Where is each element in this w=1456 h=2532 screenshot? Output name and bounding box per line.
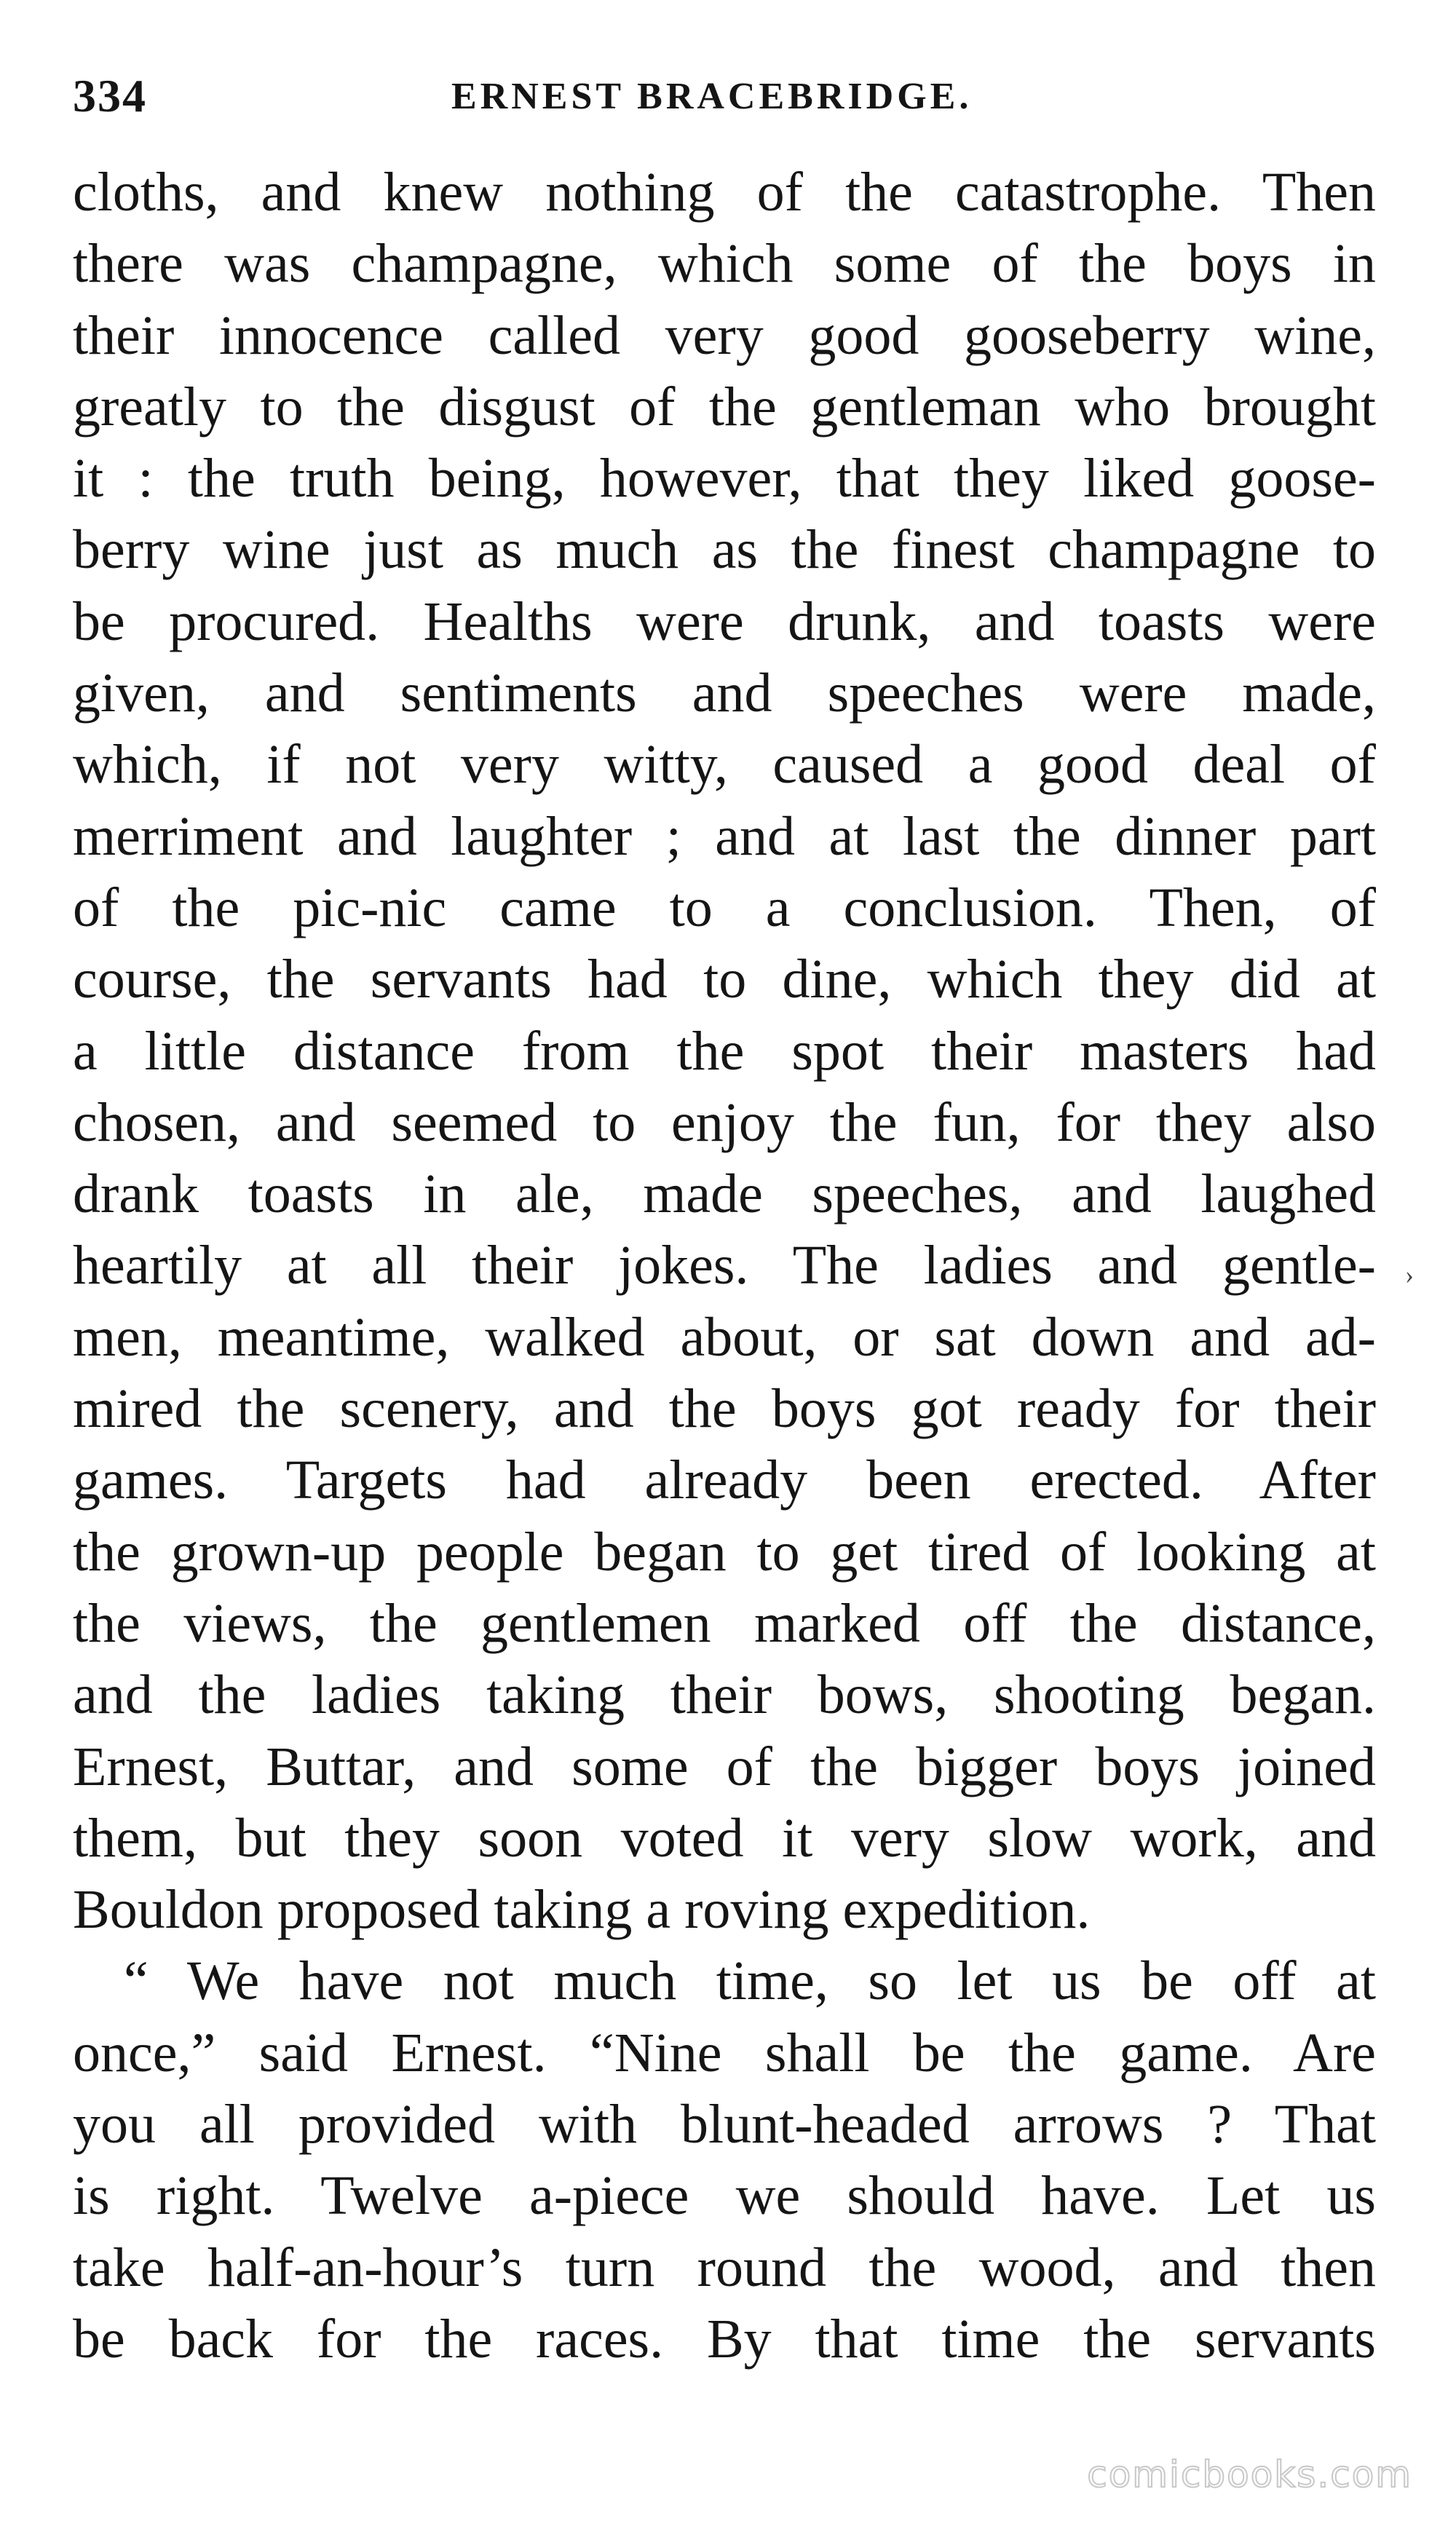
- text-line: drank toasts in ale, made speeches, and laughed: [73, 1163, 1376, 1225]
- text-line: berry wine just as much as the finest champagne to: [73, 519, 1376, 581]
- text-line: of the pic-nic came to a conclusion. Then, of: [73, 877, 1376, 938]
- text-line: chosen, and seemed to enjoy the fun, for they also: [73, 1091, 1376, 1153]
- text-line: the views, the gentlemen marked off the distance,: [73, 1592, 1376, 1654]
- text-line: cloths, and knew nothing of the catastrophe. Then: [73, 162, 1376, 223]
- margin-mark: ›: [1405, 1260, 1414, 1289]
- text-line: greatly to the disgust of the gentleman who brought: [73, 376, 1376, 438]
- text-line: their innocence called very good gooseberry wine,: [73, 304, 1376, 366]
- text-line: mired the scenery, and the boys got ready for their: [73, 1378, 1376, 1440]
- text-line: given, and sentiments and speeches were made,: [73, 662, 1376, 724]
- text-line: a little distance from the spot their masters had: [73, 1020, 1376, 1082]
- text-line: and the ladies taking their bows, shooting began.: [73, 1664, 1376, 1726]
- text-line: course, the servants had to dine, which they did at: [73, 949, 1376, 1010]
- text-line: there was champagne, which some of the boys in: [73, 233, 1376, 295]
- text-line: you all provided with blunt-headed arrows ? That: [73, 2094, 1376, 2156]
- text-line: is right. Twelve a-piece we should have. Let us: [73, 2165, 1376, 2227]
- text-line: heartily at all their jokes. The ladies and gentle-: [73, 1235, 1376, 1297]
- text-line: “ We have not much time, so let us be off at: [124, 1950, 1376, 2012]
- page-number: 334: [73, 70, 147, 122]
- text-line: take half-an-hour’s turn round the wood, and then: [73, 2236, 1376, 2298]
- text-line: Ernest, Buttar, and some of the bigger boys joined: [73, 1736, 1376, 1797]
- running-head: ERNEST BRACEBRIDGE.: [451, 76, 973, 117]
- body-text: [73, 157, 1376, 2375]
- text-line: Bouldon proposed taking a roving expedition.: [73, 1879, 1091, 1941]
- text-line: it : the truth being, however, that they liked goose-: [73, 448, 1376, 510]
- text-line: the grown-up people began to get tired of looking at: [73, 1521, 1376, 1583]
- text-line: men, meantime, walked about, or sat down and ad-: [73, 1306, 1376, 1368]
- text-line: them, but they soon voted it very slow work, and: [73, 1807, 1376, 1869]
- page-header: [73, 69, 1376, 135]
- text-line: merriment and laughter ; and at last the dinner part: [73, 805, 1376, 867]
- text-line: be back for the races. By that time the servants: [73, 2308, 1376, 2370]
- text-line: be procured. Healths were drunk, and toasts were: [73, 590, 1376, 652]
- text-line: once,” said Ernest. “Nine shall be the game. Are: [73, 2022, 1376, 2084]
- text-line: games. Targets had already been erected. After: [73, 1449, 1376, 1511]
- text-line: which, if not very witty, caused a good deal of: [73, 734, 1376, 796]
- watermark: comicbooks.com: [1087, 2453, 1412, 2496]
